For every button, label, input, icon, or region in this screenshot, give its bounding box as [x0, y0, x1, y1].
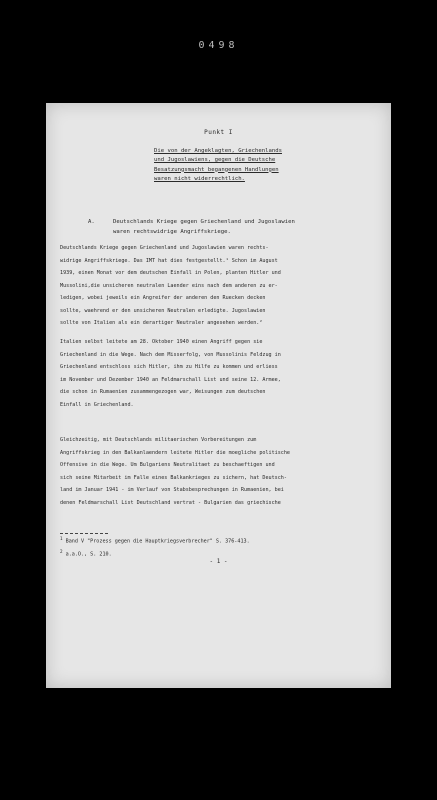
text-line: sich seine Mitarbeit im Falle eines Balkankrieges zu sichern, hat Deutsch- — [60, 474, 287, 481]
document-page — [46, 103, 391, 688]
text-line: Offensive in die Wege. Um Bulgariens Neutralitaet zu beschaeftigen und — [60, 462, 275, 468]
text-line: sollte von Italien als ein derartiger Neutraler angesehen werden.² — [60, 320, 263, 326]
text-line: im November und Dezember 1940 an Feldmarschall List und seine 12. Armee, — [60, 376, 281, 383]
title-line: und Jugoslawiens, gegen die Deutsche — [154, 157, 276, 164]
page-number: - 1 - — [209, 558, 228, 565]
footnote — [60, 550, 380, 558]
footnote-mark: 2 — [60, 550, 63, 555]
paragraph-3 — [60, 434, 382, 509]
frame-number: 0498 — [198, 40, 239, 51]
text-line: Einfall in Griechenland. — [60, 401, 134, 408]
text-line: Mussolini,die unsicheren neutralen Laender eins nach dem anderen zu er- — [60, 282, 278, 289]
text-line: Griechenland entschloss sich Hitler, ihm zu Hilfe zu kommen und erliess — [60, 364, 278, 370]
document-heading: Punkt I — [204, 129, 233, 136]
title-line: Besatzungsmacht begangenen Handlungen — [154, 166, 279, 173]
text-line: widrige Angriffskriege. Das IMT hat dies festgestellt.¹ Schon im August — [60, 257, 278, 264]
text-line: sollte, waehrend er den unsicheren Neutralen erledigte. Jugoslawien — [60, 307, 266, 314]
footnote-text: Band V "Prozess gegen die Hauptkriegsverbrecher" S. 376-413. — [65, 538, 250, 545]
text-line: Gleichzeitig, mit Deutschlands militaerischen Vorbereitungen zum — [60, 437, 257, 443]
text-line: Angriffskrieg in den Balkanlaendern leitete Hitler die moegliche politische — [60, 449, 291, 456]
section-a-heading — [88, 218, 378, 238]
footnote-divider — [60, 533, 108, 534]
section-letter: A. — [88, 219, 95, 225]
title-line: waren nicht widerrechtlich. — [154, 175, 245, 182]
text-line: land im Januar 1941 - im Verlauf von Stabsbesprechungen in Rumaenien, bei — [60, 487, 284, 493]
section-line: Deutschlands Kriege gegen Griechenland und Jugoslawien — [113, 219, 295, 225]
text-line: denen Feldmarschall List Deutschland vertrat - Bulgarien das griechische — [60, 499, 281, 506]
text-line: Italien selbst leitete am 28. Oktober 1940 einen Angriff gegen sie — [60, 339, 263, 345]
text-line: Griechenland in die Wege. Nach dem Misserfolg, von Mussolinis Feldzug in — [60, 351, 281, 358]
text-line: ledigen, wobei jeweils ein Angreifer der anderen den Ruecken decken — [60, 295, 266, 301]
footnote-text: a.a.O., S. 210. — [65, 551, 112, 558]
document-title — [154, 147, 354, 184]
footnote — [60, 537, 380, 545]
title-line: Die von der Angeklagten, Griechenlands — [154, 148, 282, 154]
text-line: Deutschlands Kriege gegen Griechenland und Jugoslawien waren rechts- — [60, 245, 269, 251]
footnote-mark: 1 — [60, 537, 63, 542]
paragraph-1 — [60, 242, 382, 330]
text-line: die schon in Rumaenien zusammengezogen war, Weisungen zum deutschen — [60, 389, 266, 395]
section-line: waren rechtswidrige Angriffskriege. — [113, 228, 231, 235]
paragraph-2 — [60, 336, 382, 411]
text-line: 1939, einen Monat vor dem deutschen Einfall in Polen, planten Hitler und — [60, 270, 281, 276]
